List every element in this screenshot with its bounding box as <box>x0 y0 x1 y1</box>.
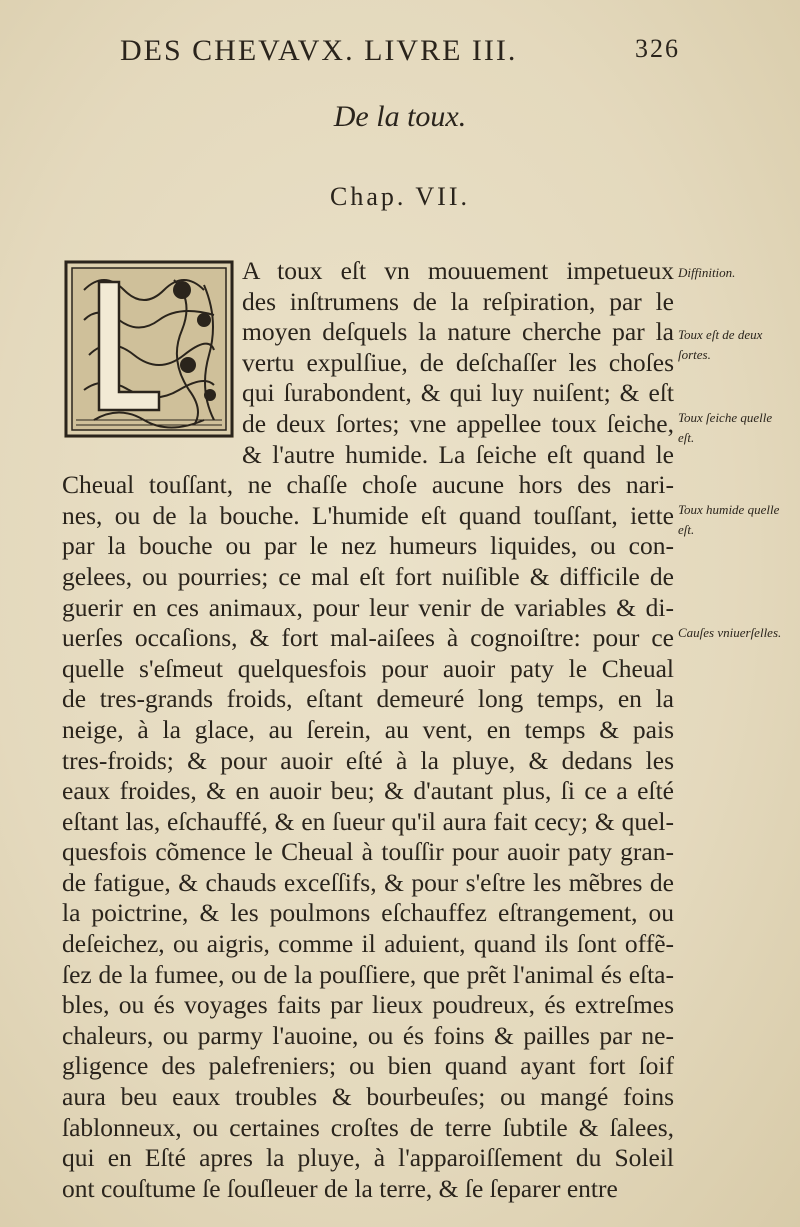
text-line: tres-froids; & pour auoir eſté à la pluye, & dedans les <box>62 745 674 775</box>
running-head-title: DES CHEVAVX. LIVRE III. <box>120 34 518 67</box>
marginal-note-wet-cough: Toux humide quelle eſt. <box>678 502 780 537</box>
text-line: des inſtrumens de la reſpiration, par le <box>242 286 674 316</box>
chapter-heading: Chap. VII. <box>329 182 470 211</box>
text-line: aura beu eaux troubles & bourbeuſes; ou mangé foins <box>62 1082 674 1112</box>
marginal-note-causes: Cauſes vniuerſelles. <box>678 625 782 640</box>
text-line: la poictrine, & les poulmons eſchauffez eſtrangement, ou <box>62 898 674 928</box>
text-line: de fatigue, & chauds exceſſifs, & pour s'eſtre les mẽbres de <box>62 867 674 897</box>
text-line: eaux froides, & en auoir beu; & d'autant plus, ſi ce a eſté <box>62 776 674 806</box>
text-line: deſeichez, ou aigris, comme il aduient, quand ils ſont offẽ- <box>62 929 674 959</box>
text-line: nes, ou de la bouche. L'humide eſt quand touſſant, iette <box>62 500 674 530</box>
text-line: qui ſurabondent, & qui luy nuiſent; & eſt <box>242 378 674 408</box>
page-number: 326 <box>635 34 680 63</box>
text-line: uerſes occaſions, & fort mal-aiſees à cognoiſtre: pour ce <box>62 623 674 653</box>
text-line: quelle s'eſmeut quelquesfois pour auoir paty le Cheual <box>62 653 674 683</box>
text-line: ſez de la fumee, ou de la pouſſiere, que prẽt l'animal és eſta- <box>62 959 674 989</box>
text-line: guerir en ces animaux, pour leur venir de variables & di- <box>62 592 674 622</box>
text-line: Cheual touſſant, ne chaſſe choſe aucune hors des nari- <box>62 470 674 500</box>
text-line: & l'autre humide. La ſeiche eſt quand le <box>242 439 674 469</box>
text-line: vertu expulſiue, de deſchaſſer les choſes <box>242 347 674 377</box>
text-line: de tres-grands froids, eſtant demeuré long temps, en la <box>62 684 674 714</box>
marginal-note-dry-cough: Toux ſeiche quelle eſt. <box>678 410 773 445</box>
chapter-body-text <box>62 256 674 1204</box>
running-head <box>120 30 680 74</box>
marginal-note-definition: Diffinition. <box>678 265 736 280</box>
text-line: bles, ou és voyages faits par lieux poudreux, és extreſmes <box>62 990 674 1020</box>
text-line: par la bouche ou par le nez humeurs liquides, ou con- <box>62 531 674 561</box>
text-line: moyen deſquels la nature cherche par la <box>242 317 674 347</box>
text-line: quesfois cõmence le Cheual à touſſir pour auoir paty gran- <box>62 837 674 867</box>
text-line: gelees, ou pourries; ce mal eſt fort nuiſible & difficile de <box>62 561 674 591</box>
text-line: de deux ſortes; vne appellee toux ſeiche, <box>242 408 674 438</box>
text-line: gligence des palefreniers; ou bien quand ayant fort ſoif <box>62 1051 674 1081</box>
text-line: eſtant las, eſchauffé, & en ſueur qu'il aura fait cecy; & quel- <box>62 806 674 836</box>
marginal-note-two-kinds: Toux eſt de deux ſortes. <box>678 327 763 362</box>
text-line: neige, à la glace, au ſerein, au vent, en temps & pais <box>62 714 674 744</box>
section-title: De la toux. <box>333 100 467 133</box>
text-line: ſablonneux, ou certaines croſtes de terre ſubtile & ſalees, <box>62 1112 674 1142</box>
text-line: A toux eſt vn mouuement impetueux <box>242 256 674 285</box>
text-line: chaleurs, ou parmy l'auoine, ou és foins & pailles par ne- <box>62 1020 674 1050</box>
text-line: qui en Eſté apres la pluye, à l'apparoiſſement du Soleil <box>62 1143 674 1173</box>
text-line: ont couſtume ſe ſouſleuer de la terre, & ſe ſeparer entre <box>62 1173 618 1203</box>
